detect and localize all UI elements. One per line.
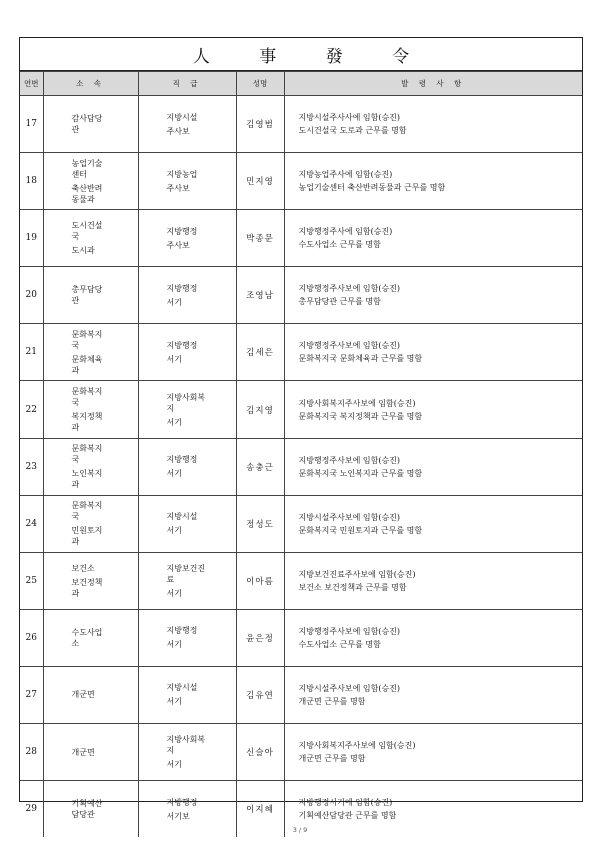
row-number: 26 xyxy=(20,609,43,666)
grade-line: 지방보건진료 xyxy=(166,563,206,584)
dept-cell xyxy=(43,153,138,210)
dept-line: 문화복지국 xyxy=(71,329,103,350)
document-title: 人 事 發 令 xyxy=(20,38,582,71)
dept-cell xyxy=(43,724,138,781)
table-row xyxy=(20,210,582,267)
order-line: 지방사회복지주사보에 임함(승진) xyxy=(298,741,416,751)
table-row xyxy=(20,324,582,381)
grade-line: 지방행정 xyxy=(166,283,198,293)
order-line: 기획예산담당관 근무를 명함 xyxy=(298,811,397,821)
row-number: 24 xyxy=(20,495,43,552)
order-cell xyxy=(284,609,582,666)
grade-line: 지방행정 xyxy=(166,626,198,636)
row-number: 23 xyxy=(20,438,43,495)
table-row xyxy=(20,153,582,210)
dept-cell xyxy=(43,438,138,495)
row-number: 18 xyxy=(20,153,43,210)
order-line: 지방시설주사보에 임함(승진) xyxy=(298,512,401,522)
dept-line: 보건정책과 xyxy=(71,577,103,598)
personnel-order-sheet xyxy=(19,37,583,821)
table-row xyxy=(20,96,582,153)
order-cell xyxy=(284,438,582,495)
row-number: 20 xyxy=(20,267,43,324)
grade-line: 서기 xyxy=(166,697,182,707)
order-line: 지방행정주사보에 임함(승진) xyxy=(298,284,401,294)
header-dept: 소 속 xyxy=(43,72,138,96)
row-number: 25 xyxy=(20,552,43,609)
row-number: 21 xyxy=(20,324,43,381)
header-no: 연번 xyxy=(20,72,43,96)
personnel-table xyxy=(20,71,582,837)
header-order: 발 령 사 항 xyxy=(284,72,582,96)
grade-line: 주사보 xyxy=(166,240,190,250)
dept-line: 기획예산담당관 xyxy=(71,799,103,820)
dept-line: 문화복지국 xyxy=(71,387,103,408)
dept-line: 문화복지국 xyxy=(71,501,103,522)
order-line: 지방행정주사보에 임함(승진) xyxy=(298,341,401,351)
grade-cell xyxy=(138,495,236,552)
table-row xyxy=(20,438,582,495)
order-cell xyxy=(284,324,582,381)
dept-line: 총무담당관 xyxy=(71,285,103,306)
person-name: 김지영 xyxy=(236,381,284,438)
order-line: 농업기술센터 축산반려동물과 근무를 명함 xyxy=(298,183,446,193)
order-cell xyxy=(284,552,582,609)
order-cell xyxy=(284,381,582,438)
header-grade: 직 급 xyxy=(138,72,236,96)
dept-line: 농업기술센터 xyxy=(71,158,103,179)
order-line: 문화복지국 민원토지과 근무를 명함 xyxy=(298,525,423,535)
grade-line: 지방사회복지 xyxy=(166,392,206,413)
grade-line: 지방행정 xyxy=(166,455,198,465)
row-number: 19 xyxy=(20,210,43,267)
person-name: 송충근 xyxy=(236,438,284,495)
dept-line: 문화복지국 xyxy=(71,444,103,465)
order-line: 지방사회복지주사보에 임함(승진) xyxy=(298,398,416,408)
order-line: 지방행정주사보에 임함(승진) xyxy=(298,455,401,465)
grade-line: 지방사회복지 xyxy=(166,735,206,756)
table-body xyxy=(20,96,582,838)
header-name: 성명 xyxy=(236,72,284,96)
order-line: 지방시설주사사에 임함(승진) xyxy=(298,113,401,123)
dept-cell xyxy=(43,609,138,666)
grade-line: 지방시설 xyxy=(166,112,198,122)
grade-line: 주사보 xyxy=(166,126,190,136)
dept-cell xyxy=(43,267,138,324)
grade-line: 지방시설 xyxy=(166,512,198,522)
order-line: 지방행정주사보에 임함(승진) xyxy=(298,626,401,636)
order-cell xyxy=(284,267,582,324)
person-name: 박종문 xyxy=(236,210,284,267)
table-row xyxy=(20,495,582,552)
row-number: 29 xyxy=(20,781,43,838)
dept-line: 수도사업소 xyxy=(71,627,103,648)
row-number: 17 xyxy=(20,96,43,153)
grade-line: 서기보 xyxy=(166,811,190,821)
order-line: 지방행정서기에 임함(승진) xyxy=(298,798,393,808)
order-cell xyxy=(284,153,582,210)
dept-cell xyxy=(43,96,138,153)
order-line: 개군면 근무를 명함 xyxy=(298,696,366,706)
grade-line: 서기 xyxy=(166,640,182,650)
order-cell xyxy=(284,666,582,723)
grade-line: 서기 xyxy=(166,354,182,364)
grade-cell xyxy=(138,438,236,495)
row-number: 22 xyxy=(20,381,43,438)
dept-line: 노인복지과 xyxy=(71,469,103,490)
grade-line: 지방행정 xyxy=(166,340,198,350)
person-name: 이지혜 xyxy=(236,781,284,838)
person-name: 김세은 xyxy=(236,324,284,381)
grade-cell xyxy=(138,724,236,781)
order-line: 지방시설주사보에 임함(승진) xyxy=(298,683,401,693)
grade-line: 주사보 xyxy=(166,183,190,193)
table-row xyxy=(20,552,582,609)
dept-line: 문화체육과 xyxy=(71,354,103,375)
dept-line: 도시과 xyxy=(71,246,95,256)
dept-line: 도시건설국 xyxy=(71,221,103,242)
grade-cell xyxy=(138,267,236,324)
order-cell xyxy=(284,495,582,552)
dept-cell xyxy=(43,495,138,552)
person-name: 김유연 xyxy=(236,666,284,723)
order-cell xyxy=(284,210,582,267)
grade-cell xyxy=(138,96,236,153)
grade-cell xyxy=(138,666,236,723)
grade-line: 지방시설 xyxy=(166,683,198,693)
grade-cell xyxy=(138,609,236,666)
order-line: 지방보건진료주사보에 임함(승진) xyxy=(298,569,416,579)
table-row xyxy=(20,609,582,666)
grade-cell xyxy=(138,153,236,210)
order-cell xyxy=(284,724,582,781)
dept-line: 감사담당관 xyxy=(71,114,103,135)
dept-line: 개군면 xyxy=(71,690,95,700)
grade-line: 지방농업 xyxy=(166,169,198,179)
table-row xyxy=(20,724,582,781)
grade-line: 지방행정 xyxy=(166,797,198,807)
dept-line: 개군면 xyxy=(71,747,95,757)
dept-line: 축산반려동물과 xyxy=(71,183,103,204)
order-line: 지방농업주사에 임함(승진) xyxy=(298,170,393,180)
person-name: 이아름 xyxy=(236,552,284,609)
grade-line: 서기 xyxy=(166,417,182,427)
person-name: 정성도 xyxy=(236,495,284,552)
order-cell xyxy=(284,96,582,153)
row-number: 28 xyxy=(20,724,43,781)
order-line: 수도사업소 근무를 명함 xyxy=(298,639,381,649)
order-line: 문화복지국 복지정책과 근무를 명함 xyxy=(298,411,423,421)
table-row xyxy=(20,267,582,324)
order-line: 문화복지국 노인복지과 근무를 명함 xyxy=(298,468,423,478)
grade-line: 지방행정 xyxy=(166,226,198,236)
grade-line: 서기 xyxy=(166,526,182,536)
person-name: 신슬아 xyxy=(236,724,284,781)
dept-line: 민원토지과 xyxy=(71,526,103,547)
order-line: 문화복지국 문화체육과 근무를 명함 xyxy=(298,354,423,364)
person-name: 김영범 xyxy=(236,96,284,153)
table-row xyxy=(20,381,582,438)
dept-cell xyxy=(43,666,138,723)
dept-cell xyxy=(43,210,138,267)
order-line: 수도사업소 근무를 명함 xyxy=(298,240,381,250)
grade-line: 서기 xyxy=(166,760,182,770)
person-name: 윤은정 xyxy=(236,609,284,666)
table-header-row xyxy=(20,72,582,96)
grade-cell xyxy=(138,381,236,438)
order-line: 보건소 보건정책과 근무를 명함 xyxy=(298,582,407,592)
order-line: 총무담당관 근무를 명함 xyxy=(298,297,381,307)
person-name: 민지영 xyxy=(236,153,284,210)
row-number: 27 xyxy=(20,666,43,723)
table-row xyxy=(20,666,582,723)
grade-line: 서기 xyxy=(166,588,182,598)
dept-cell xyxy=(43,324,138,381)
dept-line: 보건소 xyxy=(71,563,95,573)
person-name: 조영남 xyxy=(236,267,284,324)
dept-cell xyxy=(43,381,138,438)
dept-cell xyxy=(43,552,138,609)
grade-line: 서기 xyxy=(166,469,182,479)
grade-cell xyxy=(138,210,236,267)
grade-line: 서기 xyxy=(166,297,182,307)
grade-cell xyxy=(138,552,236,609)
grade-cell xyxy=(138,324,236,381)
order-line: 지방행정주사에 임함(승진) xyxy=(298,227,393,237)
page-number: 3 / 9 xyxy=(292,826,308,834)
order-line: 개군면 근무를 명함 xyxy=(298,754,366,764)
dept-line: 복지정책과 xyxy=(71,412,103,433)
order-line: 도시건설국 도로과 근무를 명함 xyxy=(298,126,407,136)
